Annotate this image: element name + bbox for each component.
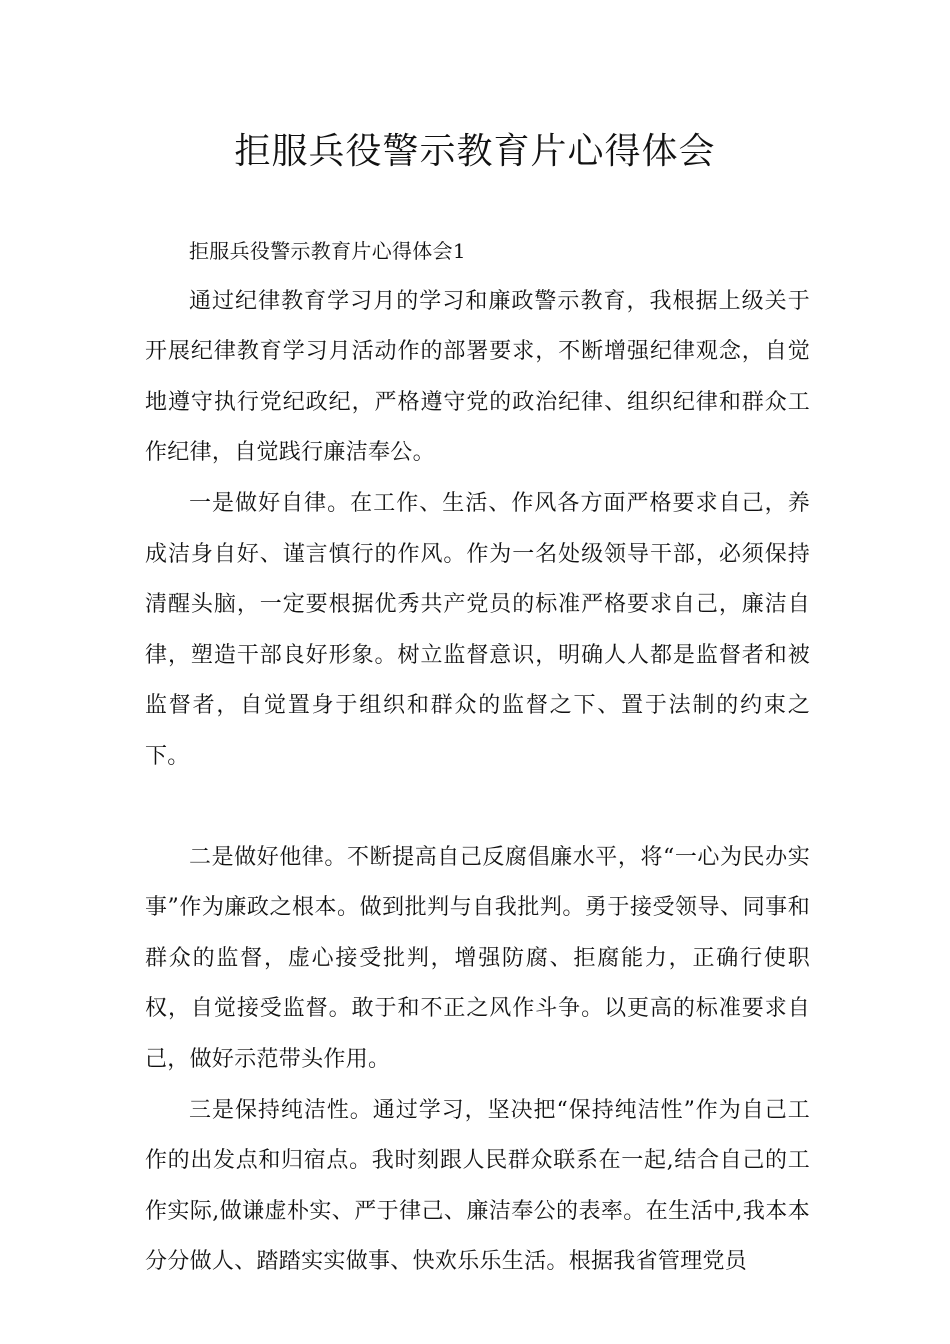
document-body xyxy=(145,226,810,1288)
paragraph-intro: 通过纪律教育学习月的学习和廉政警示教育，我根据上级关于开展纪律教育学习月活动作的部署要求，不断增强纪律观念，自觉地遵守执行党纪政纪，严格遵守党的政治纪律、组织纪律和群众工作纪律，自觉践行廉洁奉公。 xyxy=(145,288,810,466)
paragraph-self-discipline: 一是做好自律。在工作、生活、作风各方面严格要求自己，养成洁身自好、谨言慎行的作风。作为一名处级领导干部，必须保持清醒头脑，一定要根据优秀共产党员的标准严格要求自己，廉洁自律，塑造干部良好形象。树立监督意识，明确人人都是监督者和被监督者，自觉置身于组织和群众的监督之下、置于法制的约束之下。 xyxy=(145,490,810,769)
paragraph-purity: 三是保持纯洁性。通过学习，坚决把“保持纯洁性”作为自己工作的出发点和归宿点。我时刻跟人民群众联系在一起,结合自己的工作实际,做谦虚朴实、严于律己、廉洁奉公的表率。在生活中,我本本分分做人、踏踏实实做事、快欢乐乐生活。根据我省管理党员 xyxy=(145,1097,810,1275)
document-title: 拒服兵役警示教育片心得体会 xyxy=(234,131,716,172)
paragraph-external-discipline: 二是做好他律。不断提高自己反腐倡廉水平，将“一心为民办实事”作为廉政之根本。做到批判与自我批判。勇于接受领导、同事和群众的监督，虚心接受批判，增强防腐、拒腐能力，正确行使职权，自觉接受监督。敢于和不正之风作斗争。以更高的标准要求自己，做好示范带头作用。 xyxy=(145,844,810,1072)
section-subtitle: 拒服兵役警示教育片心得体会1 xyxy=(189,239,466,263)
